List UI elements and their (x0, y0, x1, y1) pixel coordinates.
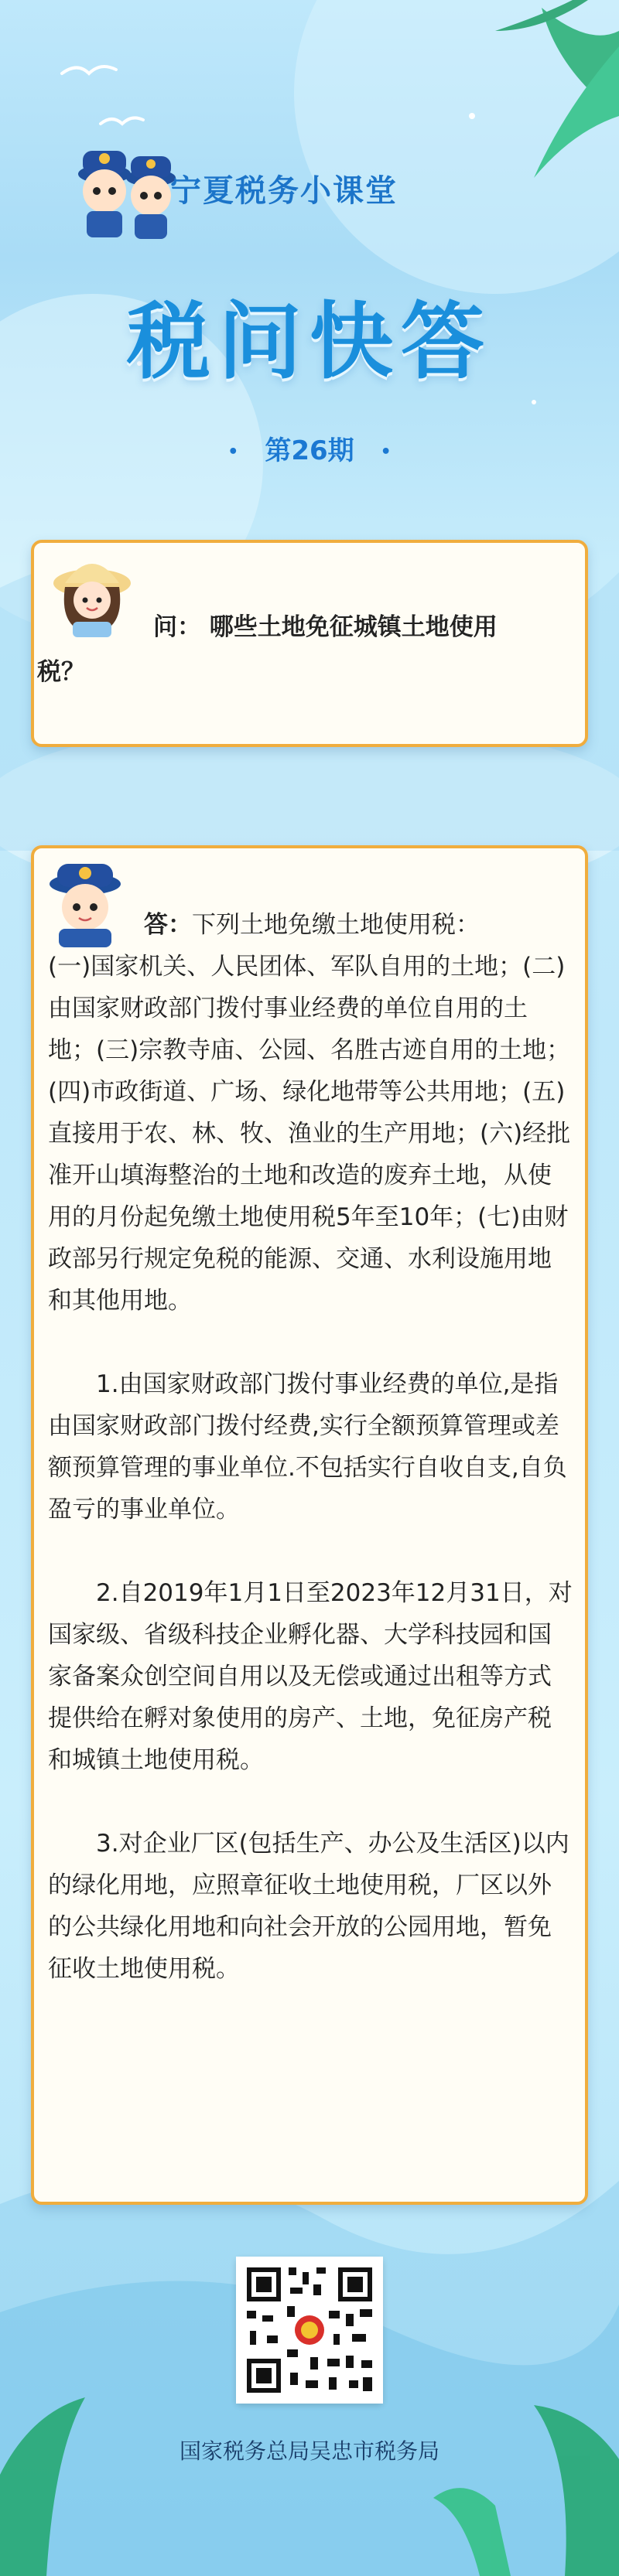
issue-label: 第26期 (265, 435, 354, 466)
qr-code (236, 2257, 383, 2404)
question-line-2: 税？ (37, 658, 85, 686)
answer-list: (一)国家机关、人民团体、军队自用的土地；(二)由国家财政部门拨付事业经费的单位自用的土地；(三)宗教寺庙、公园、名胜古迹自用的土地；(四)市政街道、广场、绿化地带等公共用地；(五)直接用于农、林、牧、渔业的生产用地；(六)经批准开山填海整治的土地和改造的废弃土地，从使用的月份起免缴土地使用税5年至10年；(七)由财政部另行规定免税的能源、交通、水利设施用地和其他用地。 (48, 953, 571, 1315)
issue-number (0, 429, 619, 467)
answer-lead: 下列土地免缴土地使用税： (192, 911, 480, 939)
answer-note-3: 3.对企业厂区(包括生产、办公及生活区)以内的绿化用地，应照章征收土地使用税，厂区以外的公共绿化用地和向社会开放的公园用地，暂免征收土地使用税。 (48, 1830, 569, 1983)
mascot-icon (70, 128, 186, 244)
answer-note-2: 2.自2019年1月1日至2023年12月31日，对国家级、省级科技企业孵化器、大学科技园和国家备案众创空间自用以及无偿或通过出租等方式提供给在孵对象使用的房产、土地，免征房产税和城镇土地使用税。 (48, 1579, 573, 1774)
qr-code-icon (236, 2257, 383, 2404)
page-title: 税问快答 (126, 294, 492, 391)
answer-label: 答： (144, 911, 192, 939)
question-line-1: 哪些土地免征城镇土地使用 (209, 613, 498, 641)
dot-left: • (227, 442, 239, 462)
question-card (31, 540, 588, 747)
brand-name: 宁夏税务小课堂 (170, 173, 398, 209)
question-text (34, 605, 571, 694)
brand-header (70, 128, 426, 244)
dot-right: • (380, 442, 392, 462)
answer-note-1: 1.由国家财政部门拨付事业经费的单位,是指由国家财政部门拨付经费,实行全额预算管理或差额预算管理的事业单位.不包括实行自收自支,自负盈亏的事业单位。 (48, 1370, 567, 1523)
question-label: 问： (153, 613, 201, 641)
answer-card (31, 845, 588, 2205)
footer-organization: 国家税务总局吴忠市税务局 (179, 2438, 439, 2464)
answer-body (48, 904, 574, 1990)
